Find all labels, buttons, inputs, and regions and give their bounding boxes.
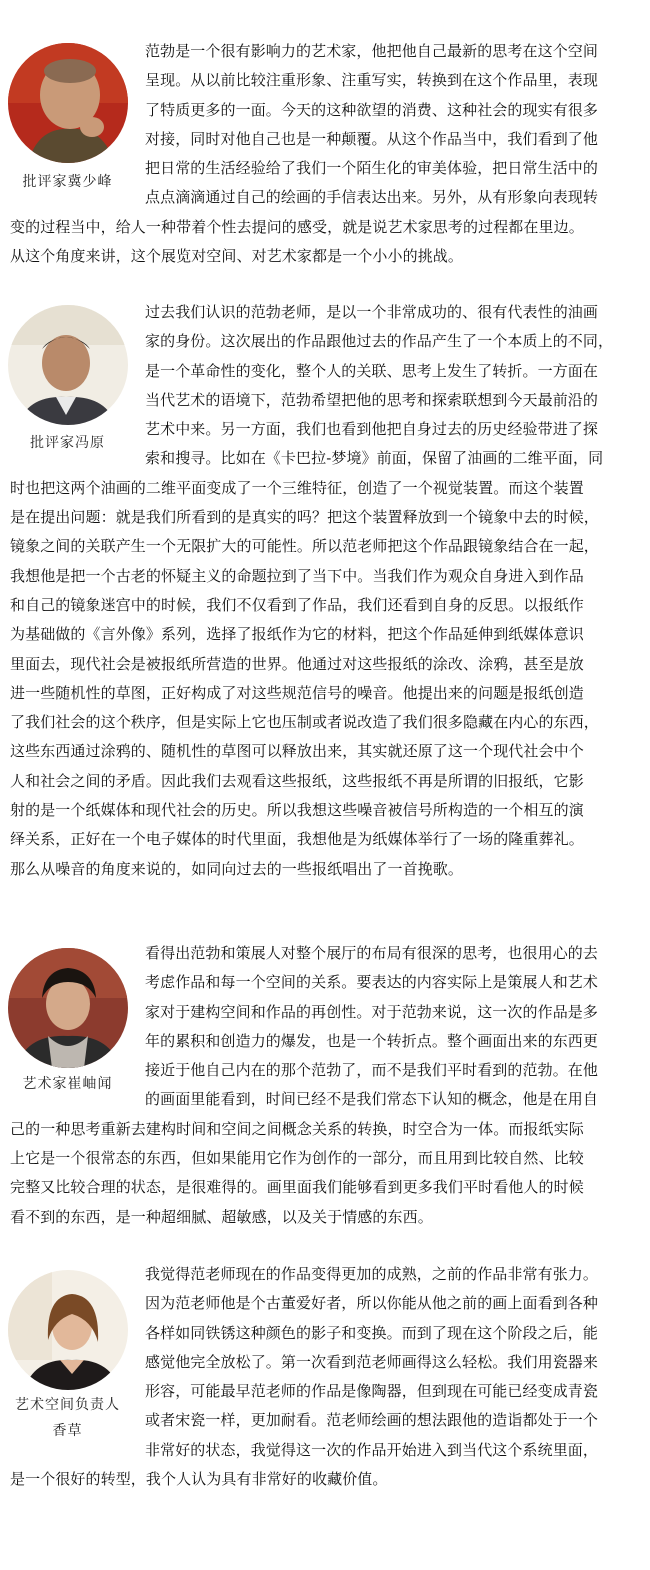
- text-line: 和自己的镜象迷宫中的时候，我们不仅看到了作品，我们还看到自身的反思。以报纸作: [10, 595, 584, 614]
- text-line: 艺术中来。另一方面，我们也看到他把自身过去的历史经验带进了探: [145, 420, 599, 439]
- text-line: 己的一种思考重新去建构时间和空间之间概念关系的转换，时空合为一体。而报纸实际: [10, 1119, 584, 1138]
- text-line: 人和社会之间的矛盾。因此我们去观看这些报纸，这些报纸不再是所谓的旧报纸，它影: [10, 771, 584, 790]
- text-line: 过去我们认识的范勃老师，是以一个非常成功的、很有代表性的油画: [145, 303, 599, 321]
- text-line: 上它是一个很常态的东西，但如果能用它作为创作的一部分，而且用到比较自然、比较: [10, 1149, 584, 1168]
- text-line: 变的过程当中，给人一种带着个性去提问的感受，就是说艺术家思考的过程都在里边。: [10, 217, 584, 236]
- text-line: 绎关系，正好在一个电子媒体的时代里面，我想他是为纸媒体举行了一场的隆重葬礼。: [10, 830, 584, 849]
- caption-line: 批评家冯原: [30, 435, 105, 451]
- text-line: 或者宋瓷一样，更加耐看。范老师绘画的想法跟他的造诣都处于一个: [145, 1411, 599, 1430]
- text-line: 对接，同时对他自己也是一种颠覆。从这个作品当中，我们看到了他: [145, 129, 599, 148]
- text-line: 呈现。从以前比较注重形象、注重写实，转换到在这个作品里，表现: [145, 71, 599, 90]
- text-line: 把日常的生活经验给了我们一个陌生化的审美体验，把日常生活中的: [145, 159, 599, 178]
- text-line: 那么从噪音的角度来说的，如同向过去的一些报纸唱出了一首挽歌。: [10, 859, 464, 878]
- text-line: 接近于他自己内在的那个范勃了，而不是我们平时看到的范勃。在他: [145, 1061, 599, 1080]
- text-line: 当代艺术的语境下，范勃希望把他的思考和探索联想到今天最前沿的: [145, 390, 599, 409]
- text-line: 索和搜寻。比如在《卡巴拉-梦境》前面，保留了油画的二维平面，同: [145, 449, 604, 468]
- caption-line: 批评家冀少峰: [22, 174, 113, 190]
- text-line: 为基础做的《言外像》系列，选择了报纸作为它的材料，把这个作品延伸到纸媒体意识: [10, 625, 584, 644]
- text-line: 这些东西通过涂鸦的、随机性的草图可以释放出来，其实就还原了这一个现代社会中个: [10, 742, 584, 761]
- text-line: 家的身份。这次展出的作品跟他过去的作品产生了一个本质上的不同，: [145, 332, 614, 351]
- text-line: 里面去，现代社会是被报纸所营造的世界。他通过对这些报纸的涂改、涂鸦，甚至是放: [10, 654, 584, 673]
- text-line: 时也把这两个油画的二维平面变成了一个三维特征，创造了一个视觉装置。而这个装置: [10, 478, 584, 497]
- text-line: 家对于建构空间和作品的再创性。对于范勃来说，这一次的作品是多: [145, 1002, 599, 1021]
- commentary-paragraph: [10, 37, 650, 271]
- text-line: 完整又比较合理的状态，是很难得的。画里面我们能够看到更多我们平时看他人的时候: [10, 1178, 584, 1197]
- text-line: 非常好的状态，我觉得这一次的作品开始进入到当代这个系统里面，: [145, 1440, 599, 1459]
- caption-line: 艺术家崔岫闻: [22, 1076, 113, 1092]
- text-line: 从这个角度来讲，这个展览对空间、对艺术家都是一个小小的挑战。: [10, 247, 464, 266]
- text-line: 的画面里能看到，时间已经不是我们常态下认知的概念，他是在用自: [145, 1090, 599, 1109]
- text-line: 进一些随机性的草图，正好构成了对这些规范信号的噪音。他提出来的问题是报纸创造: [10, 683, 584, 702]
- caption-line: 艺术空间负责人: [15, 1397, 120, 1413]
- text-line: 点点滴滴通过自己的绘画的手信表达出来。另外，从有形象向表现转: [145, 188, 599, 207]
- text-line: 了特质更多的一面。今天的这种欲望的消费、这种社会的现实有很多: [145, 100, 599, 119]
- text-line: 是在提出问题：就是我们所看到的是真实的吗？把这个装置释放到一个镜象中去的时候，: [10, 508, 599, 527]
- text-line: 考虑作品和每一个空间的关系。要表达的内容实际上是策展人和艺术: [145, 973, 599, 992]
- commentary-paragraph: [10, 939, 650, 1232]
- text-line: 看不到的东西，是一种超细腻、超敏感，以及关于情感的东西。: [10, 1207, 433, 1226]
- text-line: 镜象之间的关联产生一个无限扩大的可能性。所以范老师把这个作品跟镜象结合在一起，: [10, 537, 599, 556]
- text-line: 因为范老师他是个古董爱好者，所以你能从他之前的画上面看到各种: [145, 1294, 599, 1313]
- caption-line: 香草: [52, 1423, 83, 1439]
- text-line: 我想他是把一个古老的怀疑主义的命题拉到了当下中。当我们作为观众自身进入到作品: [10, 566, 584, 585]
- text-line: 了我们社会的这个秩序，但是实际上它也压制或者说改造了我们很多隐藏在内心的东西，: [10, 713, 599, 732]
- text-line: 看得出范勃和策展人对整个展厅的布局有很深的思考，也很用心的去: [145, 944, 599, 962]
- commentary-paragraph: [10, 1260, 650, 1494]
- text-line: 射的是一个纸媒体和现代社会的历史。所以我想这些噪音被信号所构造的一个相互的演: [10, 801, 584, 820]
- text-line: 是一个很好的转型，我个人认为具有非常好的收藏价值。: [10, 1470, 388, 1489]
- text-line: 感觉他完全放松了。第一次看到范老师画得这么轻松。我们用瓷器来: [145, 1352, 599, 1371]
- text-line: 形容，可能最早范老师的作品是像陶器，但到现在可能已经变成青瓷: [145, 1382, 599, 1401]
- text-line: 年的累积和创造力的爆发，也是一个转折点。整个画面出来的东西更: [145, 1031, 599, 1050]
- text-line: 范勃是一个很有影响力的艺术家，他把他自己最新的思考在这个空间: [145, 42, 599, 60]
- text-line: 是一个革命性的变化，整个人的关联、思考上发生了转折。一方面在: [145, 361, 599, 380]
- text-line: 各样如同铁锈这种颜色的影子和变换。而到了现在这个阶段之后，能: [145, 1323, 599, 1342]
- commentary-paragraph: [10, 298, 650, 884]
- text-line: 我觉得范老师现在的作品变得更加的成熟，之前的作品非常有张力。: [145, 1265, 599, 1283]
